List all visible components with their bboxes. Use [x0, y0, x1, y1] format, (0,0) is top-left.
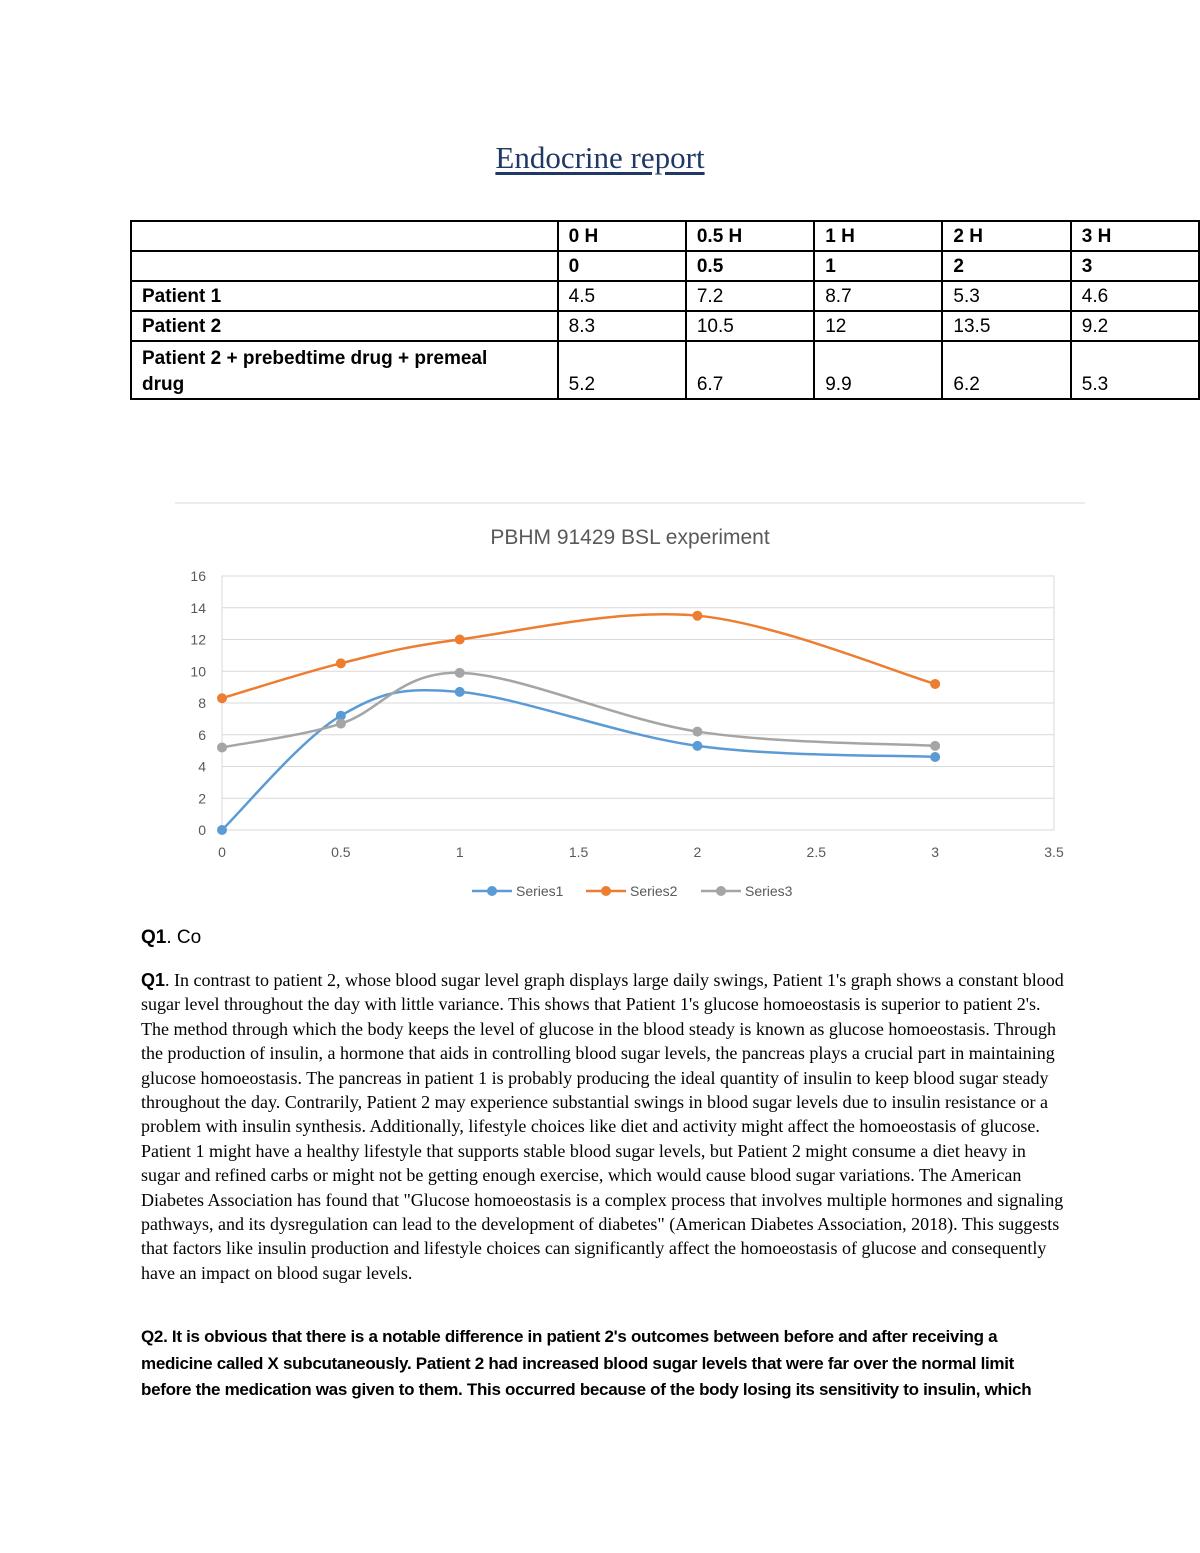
series-line-3 — [222, 673, 935, 748]
table-cell: 5.3 — [942, 281, 1070, 311]
table-cell: 9.2 — [1071, 311, 1199, 341]
q1-heading-label: Q1 — [141, 927, 167, 948]
bsl-line-chart — [175, 500, 1087, 910]
x-tick-label: 2.5 — [806, 844, 827, 860]
table-cell: 1 H — [814, 221, 942, 251]
bsl-data-table — [130, 220, 1200, 400]
page-title: Endocrine report — [495, 140, 705, 175]
table-cell: 12 — [814, 311, 942, 341]
series-1-point — [692, 741, 702, 751]
series-2-point — [930, 679, 940, 689]
q2-text: . It is obvious that there is a notable difference in patient 2's outcomes between before and after receiving a medicine called X subcutaneously. Patient 2 had increased blood sugar levels that were far over the normal limit before the medication was given to them. This occurred because of the body losing its sensitivity to insulin, which — [141, 1327, 1032, 1399]
series-3-point — [930, 741, 940, 751]
table-cell: Patient 2 — [131, 311, 558, 341]
series-1-point — [217, 825, 227, 835]
table-cell: 1 — [814, 251, 942, 281]
x-tick-label: 1.5 — [568, 844, 589, 860]
y-tick-label: 10 — [190, 663, 206, 680]
q1-heading — [141, 926, 1066, 950]
legend-marker — [601, 886, 611, 896]
series-2-point — [692, 611, 702, 621]
table-cell: 4.5 — [558, 281, 686, 311]
table-cell: 7.2 — [686, 281, 814, 311]
table-cell: 6.2 — [942, 341, 1070, 399]
y-tick-label: 8 — [198, 695, 206, 711]
series-3-point — [217, 742, 227, 752]
table-cell — [131, 251, 558, 281]
series-2-point — [455, 635, 465, 645]
q2-label: Q2 — [141, 1327, 164, 1346]
x-tick-label: 3.5 — [1044, 844, 1064, 860]
y-tick-label: 2 — [198, 790, 206, 807]
x-tick-label: 0 — [218, 844, 226, 860]
series-2-point — [217, 693, 227, 703]
table-row — [131, 281, 1199, 311]
series-1-point — [455, 687, 465, 697]
table-cell: 0.5 — [686, 251, 814, 281]
y-tick-label: 0 — [198, 822, 206, 838]
y-tick-label: 4 — [198, 758, 206, 775]
q1-text: . In contrast to patient 2, whose blood sugar level graph displays large daily swings, Patient 1's graph shows a constant blood sugar level throughout the day with little variance. This shows that Patient 1's glucose homoeostasis is superior to patient 2's. The method through which the body keeps the level of glucose in the blood steady is known as glucose homoeostasis. Through the production of insulin, a hormone that aids in controlling blood sugar levels, the pancreas plays a crucial part in maintaining glucose homoeostasis. The pancreas in patient 1 is probably producing the ideal quantity of insulin to keep blood sugar steady throughout the day. Contrarily, Patient 2 may experience substantial swings in blood sugar levels due to insulin resistance or a problem with insulin synthesis. Additionally, lifestyle choices like diet and activity might affect the homoeostasis of glucose. Patient 1 might have a healthy lifestyle that supports stable blood sugar levels, but Patient 2 might consume a diet heavy in sugar and refined carbs or might not be getting enough exercise, which would cause blood sugar variations. The American Diabetes Association has found that "Glucose homoeostasis is a complex process that involves multiple hormones and signaling pathways, and its dysregulation can lead to the development of diabetes" (American Diabetes Association, 2018). This suggests that factors like insulin production and lifestyle choices can significantly affect the homoeostasis of glucose and consequently have an impact on blood sugar levels. — [141, 970, 1064, 1283]
table-cell: 0.5 H — [686, 221, 814, 251]
y-tick-label: 16 — [190, 568, 206, 584]
x-tick-label: 3 — [931, 844, 940, 860]
table-row — [131, 341, 1199, 399]
table-cell: 4.6 — [1071, 281, 1199, 311]
legend-label: Series3 — [745, 883, 793, 899]
table-cell: 13.5 — [942, 311, 1070, 341]
x-tick-label: 2 — [693, 844, 702, 860]
table-cell: 2 — [942, 251, 1070, 281]
table-cell: 3 H — [1071, 221, 1199, 251]
series-3-point — [336, 719, 346, 729]
table-cell: 0 — [558, 251, 686, 281]
table-cell: 0 H — [558, 221, 686, 251]
table-cell: 3 — [1071, 251, 1199, 281]
table-cell: 5.2 — [558, 341, 686, 399]
table-row — [131, 251, 1199, 281]
y-tick-label: 14 — [190, 599, 206, 616]
series-1-point — [930, 752, 940, 762]
x-tick-label: 1 — [455, 844, 464, 860]
table-cell: Patient 1 — [131, 281, 558, 311]
q1-paragraph — [141, 968, 1066, 1285]
table-cell: 2 H — [942, 221, 1070, 251]
legend-marker — [487, 886, 497, 896]
q1-heading-text: . Co — [166, 927, 202, 948]
series-line-1 — [222, 690, 935, 830]
table-cell: 10.5 — [686, 311, 814, 341]
y-tick-label: 6 — [198, 726, 206, 743]
series-2-point — [336, 658, 346, 668]
x-tick-label: 0.5 — [331, 844, 351, 860]
q1-label: Q1 — [141, 970, 166, 990]
table-cell — [131, 221, 558, 251]
chart-title: PBHM 91429 BSL experiment — [490, 526, 770, 549]
table-header-row — [131, 221, 1199, 251]
table-row — [131, 311, 1199, 341]
table-cell: 8.7 — [814, 281, 942, 311]
series-3-point — [455, 668, 465, 678]
legend-label: Series1 — [516, 883, 564, 899]
q2-paragraph — [141, 1324, 1066, 1404]
table-cell: 9.9 — [814, 341, 942, 399]
table-cell: 5.3 — [1071, 341, 1199, 399]
table-cell — [131, 341, 558, 399]
row-label-line: drug — [142, 374, 185, 395]
y-tick-label: 12 — [190, 631, 206, 648]
legend-label: Series2 — [630, 883, 678, 899]
series-3-point — [692, 727, 702, 737]
row-label-line: Patient 2 + prebedtime drug + premeal — [142, 348, 488, 369]
legend-marker — [716, 886, 726, 896]
series-line-2 — [222, 614, 935, 698]
table-cell: 8.3 — [558, 311, 686, 341]
table-cell: 6.7 — [686, 341, 814, 399]
